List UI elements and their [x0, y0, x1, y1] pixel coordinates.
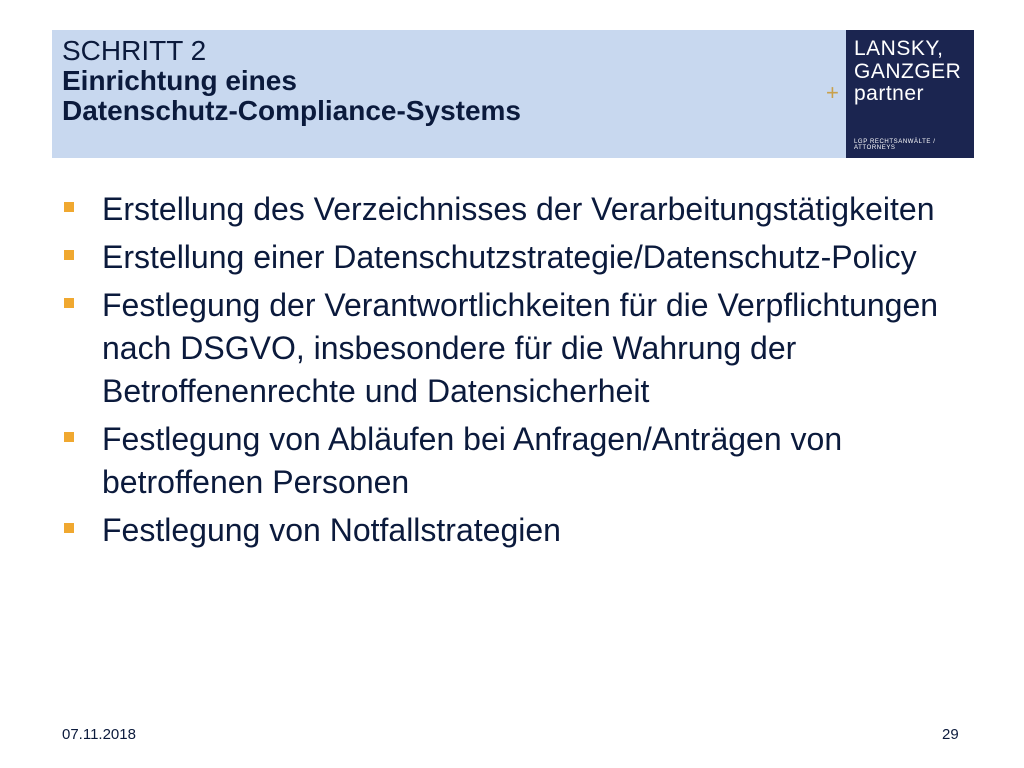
bullet-text: Festlegung von Abläufen bei Anfragen/Anträgen von betroffenen Personen [102, 421, 843, 500]
list-item [62, 188, 962, 231]
logo-line-3: partner [854, 82, 925, 105]
logo-subline: LGP RECHTSANWÄLTE / ATTORNEYS [854, 139, 936, 151]
bullet-text: Festlegung von Notfallstrategien [102, 512, 561, 548]
bullet-list [62, 188, 962, 557]
list-item [62, 509, 962, 552]
logo-line-2: GANZGER [854, 60, 962, 83]
bullet-square-icon [64, 523, 74, 533]
title-line-1: Einrichtung eines [62, 65, 297, 96]
bullet-square-icon [64, 250, 74, 260]
bullet-text: Festlegung der Verantwortlichkeiten für die Verpflichtungen nach DSGVO, insbesondere für die Wahrung der Betroffenenrechte und Datensicherheit [102, 287, 939, 409]
slide-title [62, 36, 822, 126]
page-number: 29 [942, 726, 959, 743]
bullet-square-icon [64, 298, 74, 308]
step-label: SCHRITT 2 [62, 35, 207, 66]
bullet-square-icon [64, 202, 74, 212]
footer-date: 07.11.2018 [62, 726, 136, 743]
bullet-text: Erstellung des Verzeichnisses der Verarbeitungstätigkeiten [102, 191, 935, 227]
title-line-2: Datenschutz-Compliance-Systems [62, 95, 522, 126]
company-logo [846, 30, 974, 158]
list-item [62, 418, 962, 504]
logo-plus-icon: + [826, 80, 839, 105]
logo-line-1: LANSKY, [854, 37, 944, 60]
bullet-text: Erstellung einer Datenschutzstrategie/Datenschutz-Policy [102, 239, 917, 275]
bullet-square-icon [64, 432, 74, 442]
list-item [62, 284, 962, 413]
list-item [62, 236, 962, 279]
